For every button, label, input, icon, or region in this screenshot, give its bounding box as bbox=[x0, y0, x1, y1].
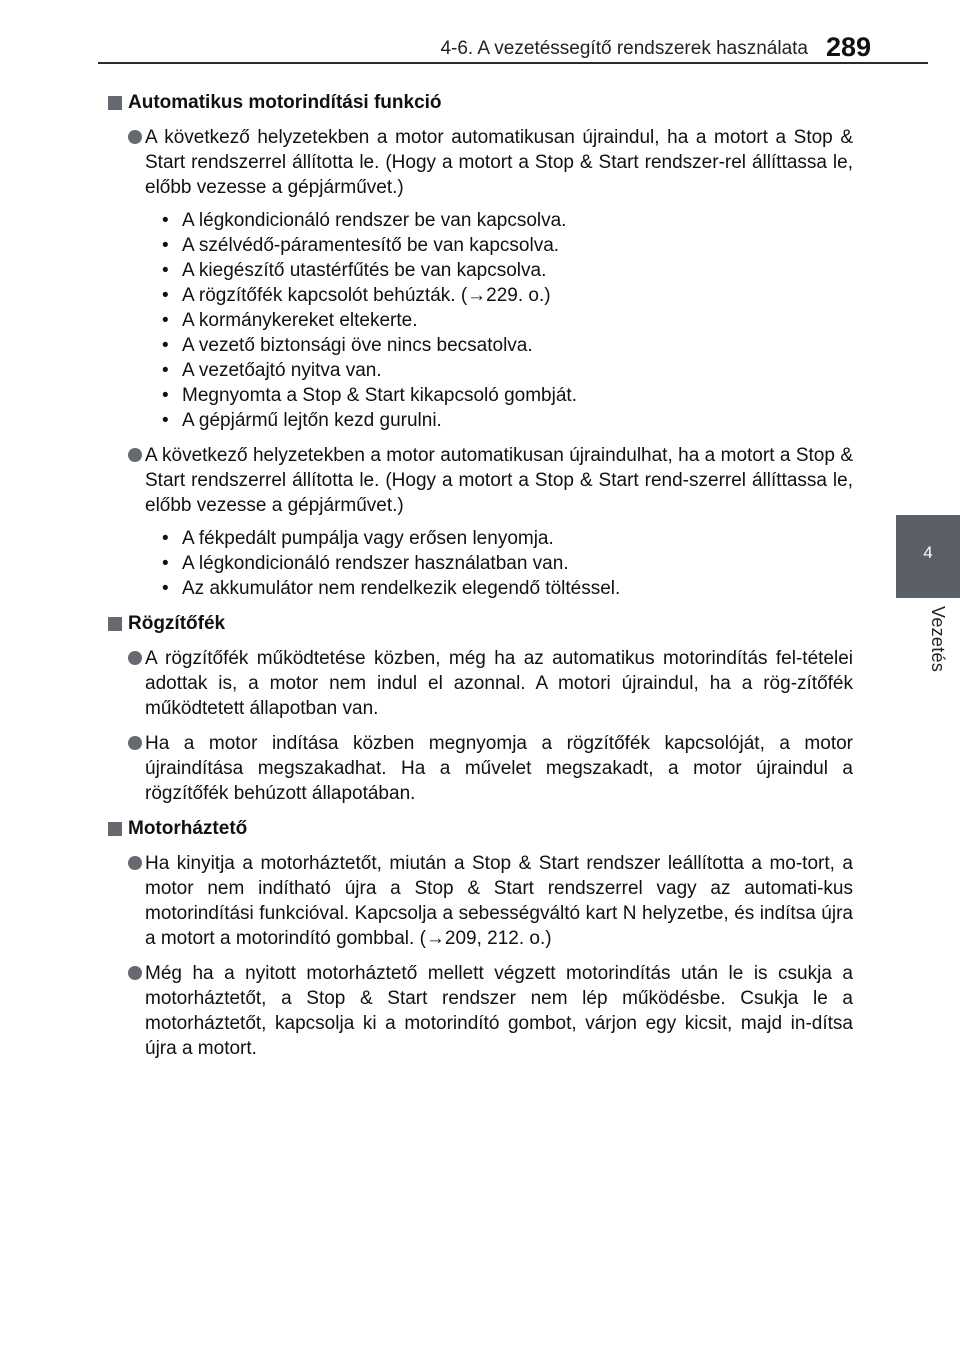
list-item bbox=[108, 731, 853, 806]
section-heading-text: Rögzítőfék bbox=[128, 613, 226, 634]
list-item-text: A rögzítőfék működtetése közben, még ha az automatikus motorindítás fel-tételei adottak is, a motor nem indul el azonnal. A motori újraindul, ha a rög-zítőfék működtetett állapotban van. bbox=[145, 648, 853, 719]
bullet-icon: • bbox=[162, 235, 169, 256]
section-heading bbox=[108, 611, 853, 636]
bullet-icon: • bbox=[162, 285, 169, 306]
circle-bullet-icon bbox=[128, 736, 142, 750]
bullet-icon: • bbox=[162, 310, 169, 331]
sub-list-item: • Megnyomta a Stop & Start kikapcsoló gombját. bbox=[162, 385, 577, 406]
sub-list bbox=[108, 208, 853, 433]
bullet-icon: • bbox=[162, 528, 169, 549]
sub-list-item: • A kiegészítő utastérfűtés be van kapcsolva. bbox=[162, 260, 547, 281]
page-body bbox=[108, 90, 853, 1071]
bullet-icon: • bbox=[162, 360, 169, 381]
circle-bullet-icon bbox=[128, 130, 142, 144]
sub-list-item: • A szélvédő-páramentesítő be van kapcsolva. bbox=[162, 235, 560, 256]
bullet-icon: • bbox=[162, 578, 169, 599]
section-heading-text: Motorháztető bbox=[128, 818, 248, 839]
sub-list-item: • A rögzítőfék kapcsolót behúzták. (→229. o.) bbox=[162, 285, 551, 306]
bullet-icon: • bbox=[162, 260, 169, 281]
chapter-tab bbox=[896, 515, 960, 598]
section-heading-text: Automatikus motorindítási funkció bbox=[128, 92, 442, 113]
section-heading bbox=[108, 816, 853, 841]
header-divider bbox=[98, 62, 928, 64]
circle-bullet-icon bbox=[128, 651, 142, 665]
sub-list-item: • Az akkumulátor nem rendelkezik elegendő töltéssel. bbox=[162, 578, 621, 599]
sub-list-item: • A légkondicionáló rendszer be van kapcsolva. bbox=[162, 210, 567, 231]
bullet-icon: • bbox=[162, 335, 169, 356]
sub-list-item: • A vezető biztonsági öve nincs becsatolva. bbox=[162, 335, 533, 356]
chapter-tab-number: 4 bbox=[923, 543, 933, 562]
list-item bbox=[108, 961, 853, 1061]
square-bullet-icon bbox=[108, 617, 122, 631]
page-number: 289 bbox=[826, 32, 872, 62]
section-heading bbox=[108, 90, 853, 115]
bullet-icon: • bbox=[162, 553, 169, 574]
chapter-title: 4-6. A vezetéssegítő rendszerek használata bbox=[440, 38, 808, 59]
list-item-text: A következő helyzetekben a motor automatikusan újraindul, ha a motort a Stop & Start rendszerrel állította le. (Hogy a motort a Stop & Start rendszer-rel állíttassa le, előbb vezesse a gépjárművet.) bbox=[145, 127, 853, 198]
list-item bbox=[108, 443, 853, 518]
sub-list bbox=[108, 526, 853, 601]
bullet-icon: • bbox=[162, 410, 169, 431]
list-item bbox=[108, 125, 853, 200]
sub-list-item: • A vezetőajtó nyitva van. bbox=[162, 360, 382, 381]
chapter-tab-label: Vezetés bbox=[928, 606, 948, 673]
sub-list-item: • A légkondicionáló rendszer használatban van. bbox=[162, 553, 569, 574]
sub-list-item: • A gépjármű lejtőn kezd gurulni. bbox=[162, 410, 442, 431]
list-item-text: Ha kinyitja a motorháztetőt, miután a Stop & Start rendszer leállította a mo-tort, a motor nem indítható újra a Stop & Start rendszerrel vagy az automati-kus motorindítási funkcióval. Kapcsolja a sebességváltó kart N helyzetbe, és indítsa újra a motort a motorindító gombbal. (→209, 212. o.) bbox=[145, 853, 853, 949]
list-item bbox=[108, 646, 853, 721]
square-bullet-icon bbox=[108, 96, 122, 110]
list-item-text: A következő helyzetekben a motor automatikusan újraindulhat, ha a motort a Stop & Start rendszerrel állította le. (Hogy a motort a Stop & Start rend-szerrel állíttassa le, előbb vezesse a gépjárművet.) bbox=[145, 445, 853, 516]
list-item-text: Még ha a nyitott motorháztető mellett végzett motorindítás után le is csukja a motorháztetőt, a Stop & Start rendszer nem lép működésbe. Csukja le a motorháztetőt, kapcsolja ki a motorindító gombot, várjon egy kicsit, majd in-dítsa újra a motort. bbox=[145, 963, 853, 1059]
sub-list-item: • A fékpedált pumpálja vagy erősen lenyomja. bbox=[162, 528, 554, 549]
bullet-icon: • bbox=[162, 210, 169, 231]
circle-bullet-icon bbox=[128, 966, 142, 980]
circle-bullet-icon bbox=[128, 448, 142, 462]
circle-bullet-icon bbox=[128, 856, 142, 870]
list-item-text: Ha a motor indítása közben megnyomja a rögzítőfék kapcsolóját, a motor újraindítása megszakadhat. Ha a művelet megszakadt, a motor újraindul a rögzítőfék behúzott állapotában. bbox=[145, 733, 853, 804]
list-item bbox=[108, 851, 853, 951]
bullet-icon: • bbox=[162, 385, 169, 406]
sub-list-item: • A kormánykereket eltekerte. bbox=[162, 310, 418, 331]
square-bullet-icon bbox=[108, 822, 122, 836]
page-header bbox=[0, 0, 960, 64]
